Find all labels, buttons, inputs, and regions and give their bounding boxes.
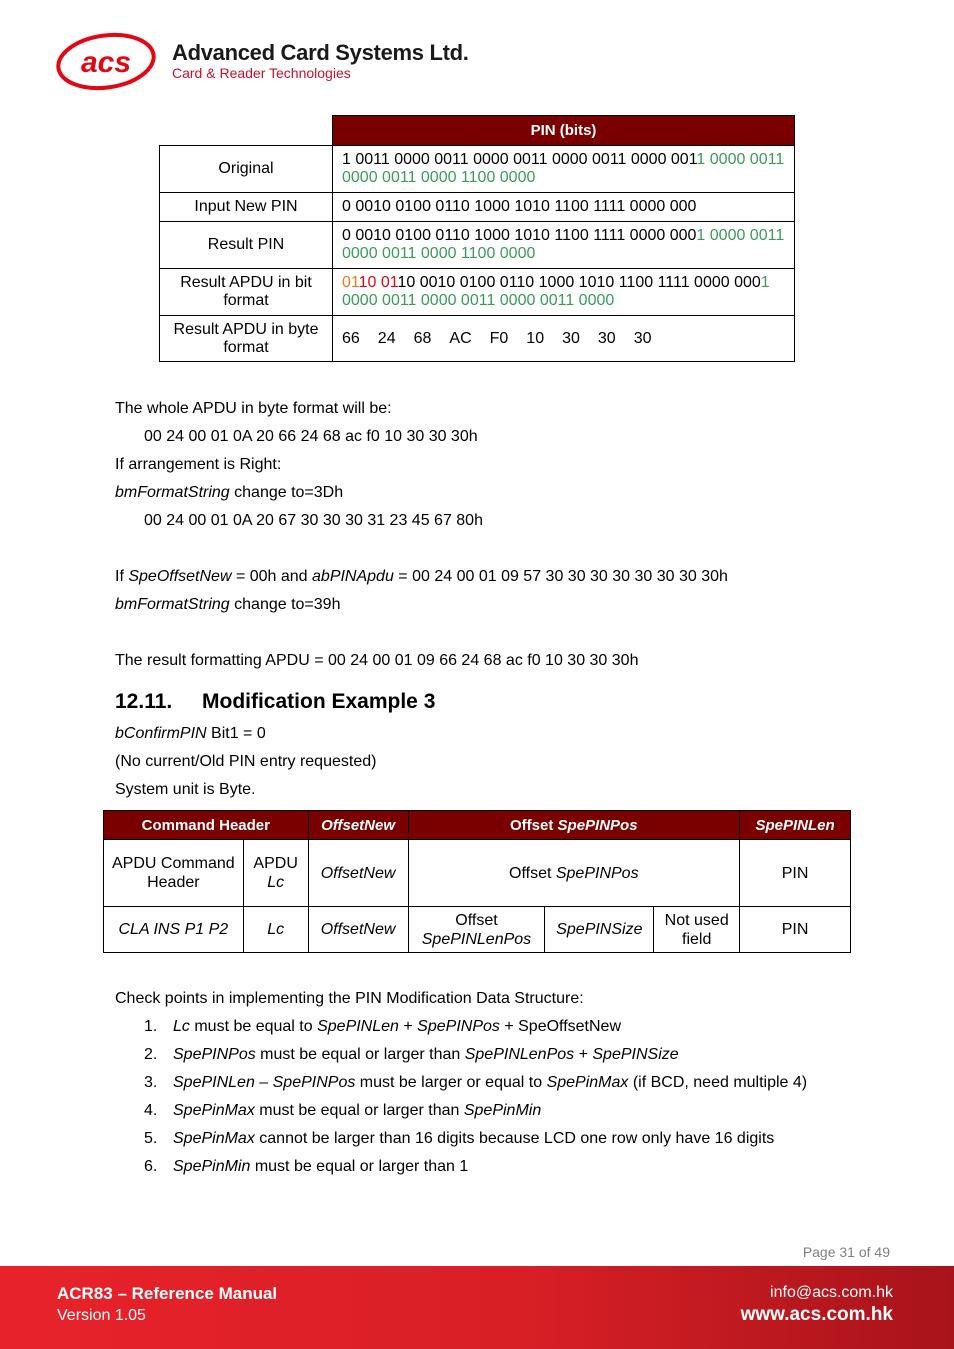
- apdu-line: 00 24 00 01 0A 20 67 30 30 30 31 23 45 67 80h: [144, 512, 483, 529]
- row-label: Result PIN: [160, 222, 333, 269]
- logo-text: acs: [80, 46, 132, 79]
- cell: Lc: [243, 907, 308, 953]
- paragraph: bConfirmPIN Bit1 = 0: [115, 725, 266, 742]
- paragraph: The whole APDU in byte format will be:: [115, 400, 392, 417]
- company-tagline: Card & Reader Technologies: [172, 65, 351, 81]
- cell: APDU Command Header: [104, 840, 244, 907]
- cell: PIN: [740, 840, 851, 907]
- paragraph: If arrangement is Right:: [115, 456, 282, 473]
- list-item: SpePinMax cannot be larger than 16 digits because LCD one row only have 16 digits: [173, 1130, 775, 1147]
- header-spepinlen: SpePINLen: [740, 811, 851, 840]
- list-number: 1.: [144, 1018, 158, 1035]
- table-row: [160, 222, 795, 269]
- row-value: 0 0010 0100 0110 1000 1010 1100 1111 0000 000: [333, 193, 795, 222]
- cell: APDU Lc: [243, 840, 308, 907]
- list-item: SpePinMax must be equal or larger than SpePinMin: [173, 1102, 542, 1119]
- list-number: 2.: [144, 1046, 158, 1063]
- paragraph: bmFormatString change to=39h: [115, 596, 341, 613]
- checklist-intro: Check points in implementing the PIN Modification Data Structure:: [115, 990, 584, 1007]
- paragraph: If SpeOffsetNew = 00h and abPINApdu = 00 24 00 01 09 57 30 30 30 30 30 30 30 30h: [115, 568, 728, 585]
- cell: PIN: [740, 907, 851, 953]
- table-row: [160, 146, 795, 193]
- pin-bits-header: PIN (bits): [333, 116, 795, 146]
- website-link: www.acs.com.hk: [740, 1304, 893, 1325]
- header-offsetnew: OffsetNew: [308, 811, 408, 840]
- cell: Offset SpePINLenPos: [408, 907, 545, 953]
- section-number: 12.11.: [115, 690, 173, 713]
- manual-title: ACR83 – Reference Manual: [57, 1284, 278, 1303]
- list-number: 4.: [144, 1102, 158, 1119]
- header-command-header: Command Header: [104, 811, 309, 840]
- cell: CLA INS P1 P2: [104, 907, 244, 953]
- row-label: Input New PIN: [160, 193, 333, 222]
- section-title: Modification Example 3: [202, 690, 436, 713]
- table-row: [160, 316, 795, 362]
- row-label: Result APDU in bit format: [160, 269, 333, 316]
- cell: OffsetNew: [308, 840, 408, 907]
- apdu-line: 00 24 00 01 0A 20 66 24 68 ac f0 10 30 30 30h: [144, 428, 478, 445]
- table-row: [160, 193, 795, 222]
- list-number: 3.: [144, 1074, 158, 1091]
- table-row: [104, 907, 851, 953]
- list-item: Lc must be equal to SpePINLen + SpePINPos + SpeOffsetNew: [173, 1018, 621, 1035]
- list-number: 6.: [144, 1158, 158, 1175]
- pin-bits-table: [159, 115, 795, 362]
- version-label: Version 1.05: [57, 1307, 146, 1324]
- page-number: Page 31 of 49: [802, 1244, 890, 1260]
- paragraph: The result formatting APDU = 00 24 00 01 09 66 24 68 ac f0 10 30 30 30h: [115, 652, 639, 669]
- acs-logo: [55, 31, 157, 92]
- row-label: Original: [160, 146, 333, 193]
- cell: SpePINSize: [545, 907, 654, 953]
- list-item: SpePINPos must be equal or larger than SpePINLenPos + SpePINSize: [173, 1046, 679, 1063]
- table-row: [104, 840, 851, 907]
- row-value: 0110 0110 0010 0100 0110 1000 1010 1100 1111 0000 0001 0000 0011 0000 0011 0000 0011 0000: [333, 269, 795, 316]
- company-name: Advanced Card Systems Ltd.: [172, 40, 469, 65]
- row-value: 1 0011 0000 0011 0000 0011 0000 0011 0000 0011 0000 0011 0000 0011 0000 1100 0000: [333, 146, 795, 193]
- pin-modification-structure-table: [103, 810, 851, 953]
- row-value-bytes: 66 24 68 AC F0 10 30 30 30: [333, 316, 795, 362]
- empty-header-cell: [160, 116, 333, 146]
- row-value: 0 0010 0100 0110 1000 1010 1100 1111 0000 0001 0000 0011 0000 0011 0000 1100 0000: [333, 222, 795, 269]
- paragraph: (No current/Old PIN entry requested): [115, 753, 377, 770]
- footer-bar: [0, 1266, 954, 1349]
- row-label: Result APDU in byte format: [160, 316, 333, 362]
- header-offset-spepinpos: Offset SpePINPos: [408, 811, 740, 840]
- paragraph: bmFormatString change to=3Dh: [115, 484, 344, 501]
- list-item: SpePinMin must be equal or larger than 1: [173, 1158, 469, 1175]
- section-heading: [115, 690, 435, 714]
- cell: Not used field: [654, 907, 740, 953]
- paragraph: System unit is Byte.: [115, 781, 256, 798]
- cell: OffsetNew: [308, 907, 408, 953]
- contact-email: info@acs.com.hk: [770, 1284, 893, 1301]
- list-item: SpePINLen – SpePINPos must be larger or equal to SpePinMax (if BCD, need multiple 4): [173, 1074, 808, 1091]
- list-number: 5.: [144, 1130, 158, 1147]
- cell: Offset SpePINPos: [408, 840, 740, 907]
- table-row: [160, 269, 795, 316]
